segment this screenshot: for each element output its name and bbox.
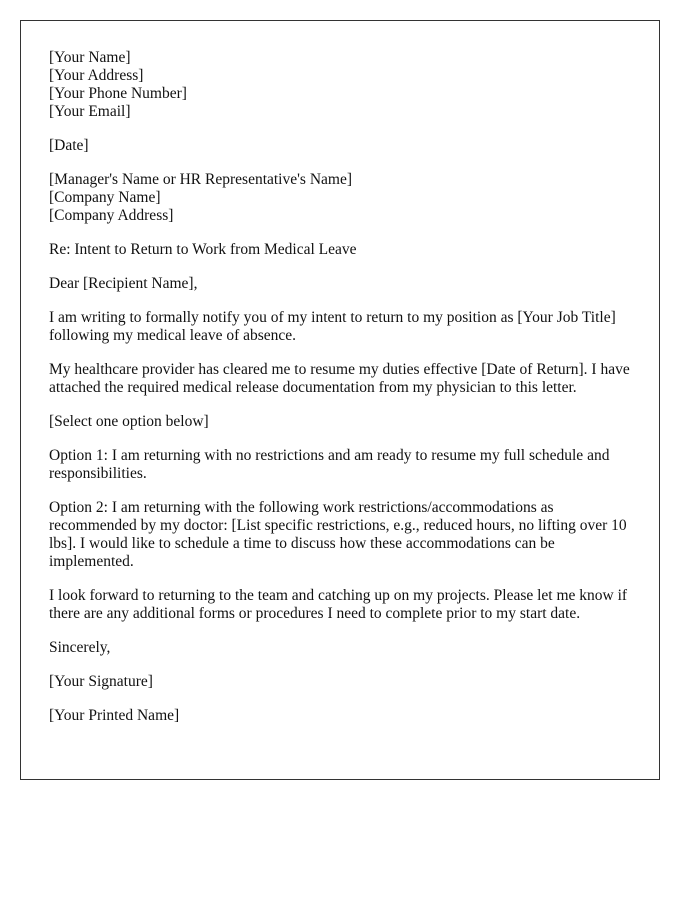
- letter-date: [Date]: [49, 137, 89, 154]
- sender-address: [Your Address]: [49, 67, 144, 84]
- letter-content: [49, 49, 639, 741]
- body-paragraph-closing-remarks: I look forward to returning to the team and catching up on my projects. Please let me know if there are any additional forms or procedures I need to complete prior to my start date.: [49, 587, 628, 622]
- signature: [Your Signature]: [49, 673, 153, 690]
- body-paragraph-intent: I am writing to formally notify you of my intent to return to my position as [Your Job Title] following my medical leave of absence.: [49, 309, 616, 344]
- salutation: Dear [Recipient Name],: [49, 275, 198, 292]
- sender-email: [Your Email]: [49, 103, 131, 120]
- date-block: [49, 137, 639, 155]
- closing: Sincerely,: [49, 639, 111, 656]
- recipient-address: [Company Address]: [49, 207, 174, 224]
- letter-page: [20, 20, 660, 780]
- sender-block: [49, 49, 639, 121]
- printed-name: [Your Printed Name]: [49, 707, 180, 724]
- sender-phone: [Your Phone Number]: [49, 85, 187, 102]
- sender-name: [Your Name]: [49, 49, 131, 66]
- subject-line: Re: Intent to Return to Work from Medical Leave: [49, 241, 357, 258]
- body-paragraph-option-1: Option 1: I am returning with no restrictions and am ready to resume my full schedule and responsibilities.: [49, 447, 610, 482]
- recipient-company: [Company Name]: [49, 189, 161, 206]
- recipient-name: [Manager's Name or HR Representative's Name]: [49, 171, 352, 188]
- recipient-block: [49, 171, 639, 225]
- body-paragraph-select-option: [Select one option below]: [49, 413, 209, 430]
- body-paragraph-option-2: Option 2: I am returning with the following work restrictions/accommodations as recommended by my doctor: [List specific restrictions, e.g., reduced hours, no lifting over 10 lbs]. I would like to schedule a time to discuss how these accommodations can be implemented.: [49, 499, 627, 570]
- body-paragraph-clearance: My healthcare provider has cleared me to resume my duties effective [Date of Return]. I have attached the required medical release documentation from my physician to this letter.: [49, 361, 630, 396]
